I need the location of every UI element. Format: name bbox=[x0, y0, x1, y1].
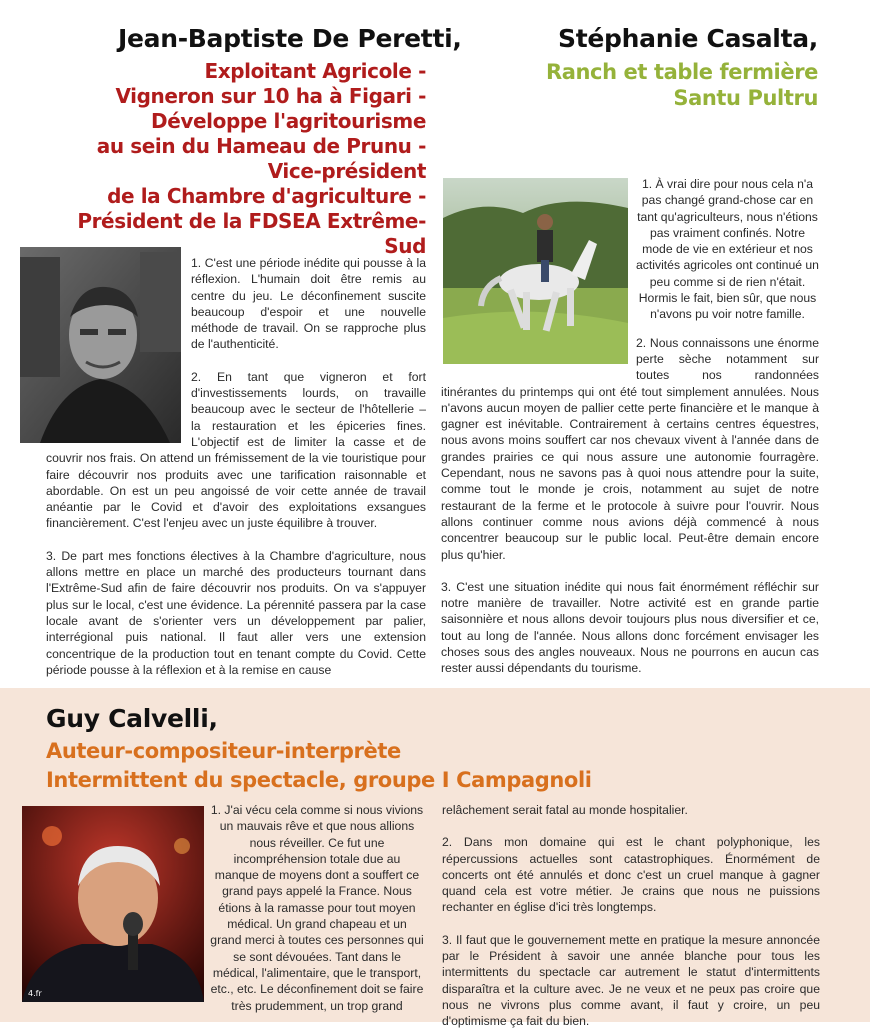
article1-name: Jean-Baptiste De Peretti, bbox=[118, 24, 462, 53]
singer-photo-credit: 4.fr bbox=[28, 989, 42, 998]
article2-paragraph: 1. À vrai dire pour nous cela n'a pas changé grand-chose car en tant qu'agriculteurs, nous n'étions pas vraiment confinés. Notre mode de vie en extérieur et nos activités agricoles ont continué un peu comme si de rien n'était. Hormis le fait, bien sûr, que nous n'avons pu voir notre famille. bbox=[636, 177, 819, 322]
article2-name: Stéphanie Casalta, bbox=[558, 24, 818, 53]
article2-paragraph: 2. Nous connaissons une énorme perte sèche notamment sur toutes nos randonnées itinérantes du printemps qui ont été tout simplement annulées. Nous n'avons aucun moyen de pallier cette perte financière et le manque à gagner est inévitable. Contrairement à certains centres équestres, nous avons moins souffert car nos chevaux vivent à l'année dans de grandes prairies ce qui nous assure une autonomie fourragère. Cependant, nous ne savons pas à quoi nous attendre pour la suite, comme tout le monde je crois, notamment au sujet de notre restaurant de la ferme et le protocole à suivre pour l'ouvrir. Nous allons continuer comme nous avions déjà commencé à nous concentrer beaucoup sur le public local. Peut-être demain encore plus qu'hier. bbox=[441, 335, 819, 562]
article3-paragraph: 2. Dans mon domaine qui est le chant polyphonique, les répercussions actuelles sont catastrophiques. Énormément de concerts ont été annulés et donc c'est un cruel manque à gagner quand cela est votre métier. Je crains que nous ne puissions rechanter en église d'ici très longtemps. bbox=[442, 835, 820, 915]
article1-subtitle bbox=[60, 59, 426, 259]
article3-singer-photo bbox=[22, 806, 204, 1002]
article3-name: Guy Calvelli, bbox=[46, 704, 218, 733]
horse-rider-image bbox=[443, 178, 628, 364]
article1-subtitle-line: Vice-président bbox=[267, 159, 426, 183]
article3-paragraph: relâchement serait fatal au monde hospitalier. bbox=[442, 803, 688, 817]
article3-subtitle bbox=[46, 737, 592, 795]
article1-paragraph: 3. De part mes fonctions électives à la Chambre d'agriculture, nous allons mettre en place un marché des producteurs tournant dans l'Extrême-Sud afin de faire découvrir nos produits. On va s'appuyer plus sur le local, c'est une évidence. La pérennité passera par la case locale avant de s'orienter vers un développement par palier, interrégional puis national. Il faut aller vers une extension concentrique de la production tout en tenant compte du Covid. Cette période pousse à la réflexion et à la remise en cause bbox=[46, 548, 426, 677]
article1-subtitle-line: Vigneron sur 10 ha à Figari - bbox=[115, 84, 426, 108]
article3-column2 bbox=[442, 802, 820, 1030]
article2-subtitle bbox=[480, 59, 818, 111]
article1-paragraph: 2. En tant que vigneron et fort d'investissements lourds, on travaille beaucoup avec le secteur de l'hôtellerie – la restauration et les épiceries fines. L'objectif est de limiter la casse et de couvrir nos frais. On attend un frémissement de la vie touristique pour faire découvrir nos produits avec une tarification raisonnable et abordable. On est un peu angoissé de voir cette année de travail anéantie par le Covid et d'avoir des exploitations exsangues financièrement. C'est l'enjeu avec un juste équilibre à trouver. bbox=[46, 369, 426, 531]
article1-subtitle-line: Exploitant Agricole - bbox=[204, 59, 426, 83]
article1-body bbox=[46, 255, 426, 678]
article2-paragraph: 3. C'est une situation inédite qui nous fait énormément réfléchir sur notre manière de travailler. Notre activité est en grande partie saisonnière et nous allons devoir toujours plus nous diversifier et ce, tout au long de l'année. Nous allons donc forcément envisager les choses sous des angles nouveaux. Nous ne pourrons en aucun cas rester aussi dépendants du tourisme. bbox=[441, 579, 819, 676]
article3-subtitle-line: Intermittent du spectacle, groupe I Campagnoli bbox=[46, 768, 592, 792]
article2-subtitle-line: Santu Pultru bbox=[673, 86, 818, 110]
article2-subtitle-line: Ranch et table fermière bbox=[545, 60, 818, 84]
singer-image bbox=[22, 806, 204, 1002]
article1-subtitle-line: au sein du Hameau de Prunu - bbox=[96, 134, 426, 158]
article1-paragraph: 1. C'est une période inédite qui pousse à la réflexion. L'humain doit être remis au centre du jeu. Le déconfinement suscite beaucoup d'espoir et une nouvelle méthode de travail. On se rapproche plus de l'authenticité. bbox=[191, 256, 426, 352]
article1-subtitle-line: Développe l'agritourisme bbox=[151, 109, 426, 133]
article2-horse-photo bbox=[443, 178, 628, 364]
article1-subtitle-line: Président de la FDSEA Extrême-Sud bbox=[77, 209, 426, 258]
article3-column1 bbox=[210, 802, 424, 1014]
portrait-bw-image bbox=[20, 247, 181, 443]
article1-subtitle-line: de la Chambre d'agriculture - bbox=[107, 184, 426, 208]
article1-portrait-photo bbox=[20, 247, 181, 443]
article2-body bbox=[441, 176, 819, 677]
article3-subtitle-line: Auteur-compositeur-interprète bbox=[46, 739, 401, 763]
article3-paragraph: 1. J'ai vécu cela comme si nous vivions un mauvais rêve et que nous allions nous réveiller. Ce fut une incompréhension totale due au manque de moyens dont a souffert ce grand pays appelé la France. Nous étions à la ramasse pour tout moyen médical. Un grand chapeau et un grand merci à toutes ces personnes qui se sont dévouées. Tant dans le médical, l'alimentaire, que le transport, etc., etc. Le déconfinement doit se faire très prudemment, un trop grand bbox=[210, 803, 424, 1013]
article3-paragraph: 3. Il faut que le gouvernement mette en pratique la mesure annoncée par le Président à savoir une année blanche pour tous les intermittents du spectacle car autrement le statut d'intermittents disparaîtra et la culture avec. Je ne veux et ne peux pas croire que nous ne vivrons plus comme avant, il faut y croire, un peu d'optimisme ça fait du bien. bbox=[442, 932, 820, 1029]
